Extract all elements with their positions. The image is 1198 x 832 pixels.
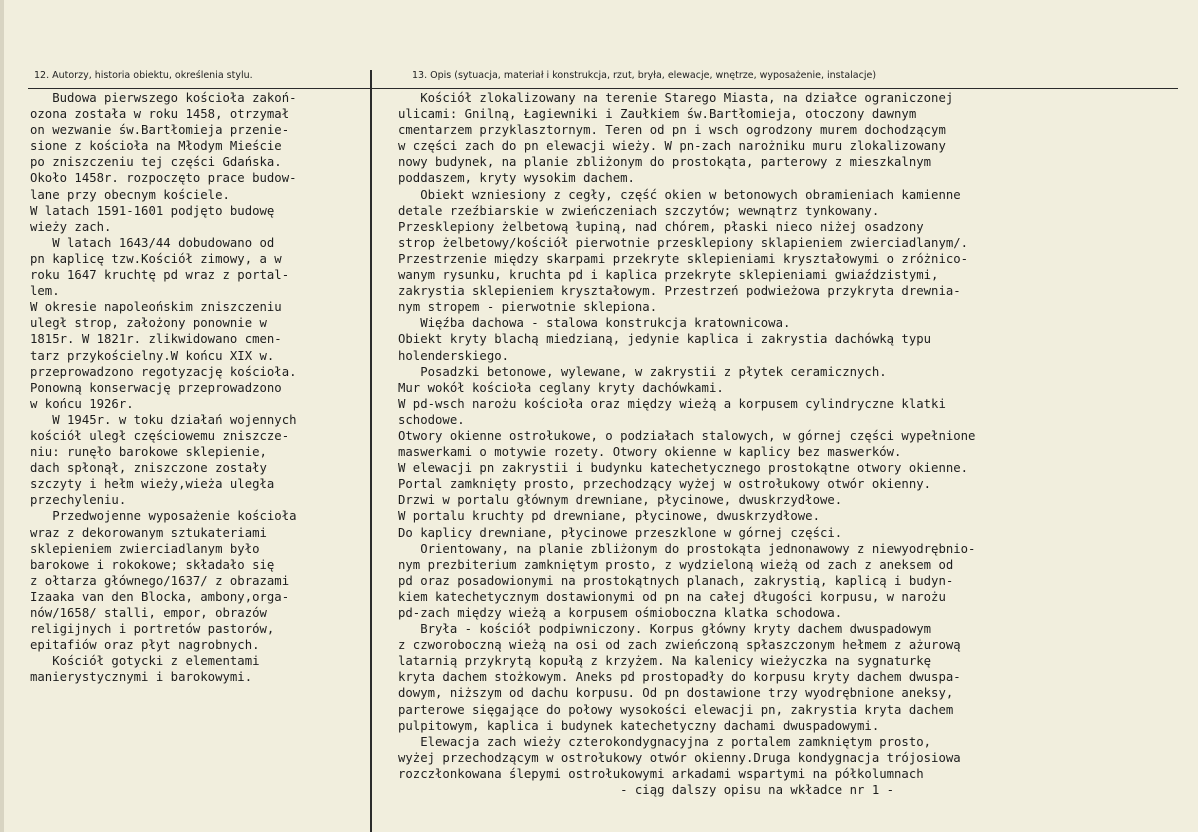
history-text-line: tarz przykościelny.W końcu XIX w. [30, 348, 275, 363]
history-text-line: Około 1458r. rozpoczęto prace budow- [30, 171, 297, 186]
description-text-line: Elewacja zach wieży czterokondygnacyjna z portalem zamkniętym prosto, [398, 734, 932, 749]
description-text-line: dowym, niższym od dachu korpusu. Od pn dostawione trzy wyodrębnione aneksy, [398, 686, 954, 701]
history-text-line: Budowa pierwszego kościoła zakoń- [30, 91, 297, 105]
header-right-label: 13. Opis (sytuacja, materiał i konstrukcja, rzut, bryła, elewacje, wnętrze, wyposażenie, instalacje) [412, 70, 877, 81]
history-text-line: nów/1658/ stalli, empor, obrazów [30, 606, 267, 620]
history-text-line: lem. [30, 284, 60, 299]
history-text-line: pn kaplicę tzw.Kościół zimowy, a w [30, 251, 282, 266]
description-text-line: pulpitowym, kaplica i budynek katechetyczny dachami dwuspadowymi. [398, 718, 880, 733]
history-text-line: lane przy obecnym kościele. [30, 187, 230, 202]
description-text-line: kryta dachem stożkowym. Aneks pd prostopadły do korpusu kryty dachem dwuspa- [398, 670, 961, 685]
description-text-line: pd oraz posadowionymi na prostokątnych planach, zakrystią, kaplicą i budyn- [398, 573, 954, 588]
description-text-line: W pd-wsch narożu kościoła oraz między wieżą a korpusem cylindryczne klatki [398, 396, 946, 411]
history-text-line: Izaaka van den Blocka, ambony,orga- [30, 589, 290, 604]
description-text-line: nowy budynek, na planie zbliżonym do prostokąta, parterowy z mieszkalnym [398, 155, 932, 170]
description-text-line: maswerkami o motywie rozety. Otwory okienne w kaplicy bez maswerków. [398, 445, 902, 460]
history-text-line: uległ strop, założony ponownie w [30, 316, 267, 331]
history-text-line: szczyty i hełm wieży,wieża uległa [30, 477, 275, 492]
history-text-line: barokowe i rokokowe; składało się [30, 557, 275, 572]
description-text-line: latarnią przykrytą kopułą z krzyżem. Na kalenicy wieżyczka na sygnaturkę [398, 654, 932, 669]
history-text-line: w końcu 1926r. [30, 396, 134, 411]
description-text-line: ulicami: Gnilną, Łagiewniki i Zaułkiem św.Bartłomieja, otoczony dawnym [398, 107, 917, 122]
history-text-line: Przedwojenne wyposażenie kościoła [30, 509, 297, 524]
history-text-line: po zniszczeniu tej części Gdańska. [30, 155, 282, 170]
history-text-line: z ołtarza głównego/1637/ z obrazami [30, 573, 290, 588]
description-text-line: Kościół zlokalizowany na terenie Starego Miasta, na działce ograniczonej [398, 91, 954, 105]
history-text-line: Kościół gotycki z elementami [30, 654, 260, 669]
description-text-line: schodowe. [398, 412, 465, 427]
description-text-line: Mur wokół kościoła ceglany kryty dachówkami. [398, 380, 724, 395]
description-text-line: Przesklepiony żelbetową łupiną, nad chórem, płaski nieco niżej osadzony [398, 219, 924, 234]
description-text-line: Orientowany, na planie zbliżonym do prostokąta jednonawowy z niewyodrębnio- [398, 541, 976, 556]
header-rule [28, 88, 1178, 89]
description-text-line: rozczłonkowana ślepymi ostrołukowymi arkadami wspartymi na półkolumnach [398, 766, 924, 781]
description-text-line: Portal zamknięty prosto, przechodzący wyżej w ostrołukowy otwór okienny. [398, 477, 932, 492]
history-text-line: wieży zach. [30, 219, 112, 234]
history-text-line: W latach 1643/44 dobudowano od [30, 235, 275, 250]
description-text-line: Otwory okienne ostrołukowe, o podziałach stalowych, w górnej części wypełnione [398, 428, 976, 443]
description-text-line: cmentarzem przyklasztornym. Teren od pn i wsch ogrodzony murem dochodzącym [398, 123, 946, 138]
description-text-line: holenderskiego. [398, 348, 510, 363]
description-text-line: Posadzki betonowe, wylewane, w zakrystii z płytek ceramicznych. [398, 364, 887, 379]
description-text-line: strop żelbetowy/kościół pierwotnie przesklepiony sklapieniem zwierciadlanym/. [398, 235, 969, 250]
card-left-edge [0, 0, 4, 832]
history-text-line: dach spłonął, zniszczone zostały [30, 461, 267, 476]
description-text-line: pd-zach między wieżą a korpusem ośmioboczna klatka schodowa. [398, 606, 843, 620]
description-text-line: nym stropem - pierwotnie sklepiona. [398, 300, 658, 315]
column-divider [370, 70, 372, 832]
history-text-line: epitafiów oraz płyt nagrobnych. [30, 638, 260, 653]
description-text-line: Przestrzenie między skarpami przekryte sklepieniami kryształowymi o zróżnico- [398, 251, 969, 266]
history-text-line: sklepieniem zwierciadlanym było [30, 541, 260, 556]
description-text-line: wanym rysunku, kruchta pd i kaplica przekryte sklepieniami gwiaździstymi, [398, 268, 939, 283]
history-text-line: 1815r. W 1821r. zlikwidowano cmen- [30, 332, 282, 347]
header-left-label: 12. Autorzy, historia obiektu, określenia stylu. [34, 70, 253, 81]
description-text-line: detale rzeźbiarskie w zwieńczeniach szczytów; wewnątrz tynkowany. [398, 203, 880, 218]
description-text-line: Więźba dachowa - stalowa konstrukcja kratownicowa. [398, 316, 791, 331]
description-text-line: z czworoboczną wieżą na osi od zach zwieńczoną spłaszczonym hełmem z ażurową [398, 638, 961, 653]
history-text-line: wraz z dekorowanym sztukateriami [30, 525, 267, 540]
history-text-line: Ponowną konserwację przeprowadzono [30, 380, 282, 395]
history-text-line: W latach 1591-1601 podjęto budowę [30, 203, 275, 218]
description-text-line: nym prezbiterium zamkniętym prosto, z wydzieloną wieżą od zach z aneksem od [398, 557, 954, 572]
history-text-line: niu: runęło barokowe sklepienie, [30, 445, 267, 460]
history-text-line: manierystycznymi i barokowymi. [30, 670, 253, 685]
history-text-line: on wezwanie św.Bartłomieja przenie- [30, 123, 290, 138]
description-text-line: w części zach do pn elewacji wieży. W pn-zach narożniku muru zlokalizowany [398, 139, 946, 154]
description-text-line: Drzwi w portalu głównym drewniane, płycinowe, dwuskrzydłowe. [398, 493, 843, 508]
description-text-line: parterowe sięgające do połowy wysokości elewacji pn, zakrystia kryta dachem [398, 702, 954, 717]
description-text-line: zakrystia sklepieniem kryształowym. Przestrzeń podwieżowa przykryta drewnia- [398, 284, 961, 299]
history-text-line: przechyleniu. [30, 493, 127, 508]
history-text-line: kościół uległ częściowemu zniszcze- [30, 428, 290, 443]
history-text-line: W 1945r. w toku działań wojennych [30, 412, 297, 427]
description-text-line: - ciąg dalszy opisu na wkładce nr 1 - [398, 783, 895, 798]
description-text-line: W elewacji pn zakrystii i budynku katechetycznego prostokątne otwory okienne. [398, 461, 969, 476]
history-text-column [30, 90, 370, 685]
description-text-line: poddaszem, kryty wysokim dachem. [398, 171, 635, 186]
description-text-line: Obiekt kryty blachą miedzianą, jedynie kaplica i zakrystia dachówką typu [398, 332, 932, 347]
description-text-line: W portalu kruchty pd drewniane, płycinowe, dwuskrzydłowe. [398, 509, 820, 524]
description-text-line: wyżej przechodzącym w ostrołukowy otwór okienny.Druga kondygnacja trójosiowa [398, 750, 961, 765]
description-text-line: Do kaplicy drewniane, płycinowe przeszklone w górnej części. [398, 525, 843, 540]
history-text-line: sione z kościoła na Młodym Mieście [30, 139, 282, 154]
description-text-column [398, 90, 1188, 798]
history-text-line: W okresie napoleońskim zniszczeniu [30, 300, 282, 315]
description-text-line: Obiekt wzniesiony z cegły, część okien w betonowych obramieniach kamienne [398, 187, 961, 202]
description-text-line: kiem katechetycznym dostawionymi od pn na całej długości korpusu, w narożu [398, 589, 946, 604]
history-text-line: przeprowadzono regotyzację kościoła. [30, 364, 297, 379]
description-text-line: Bryła - kościół podpiwniczony. Korpus główny kryty dachem dwuspadowym [398, 622, 932, 637]
history-text-line: ozona została w roku 1458, otrzymał [30, 107, 290, 122]
history-text-line: religijnych i portretów pastorów, [30, 622, 275, 637]
history-text-line: roku 1647 kruchtę pd wraz z portal- [30, 268, 290, 283]
